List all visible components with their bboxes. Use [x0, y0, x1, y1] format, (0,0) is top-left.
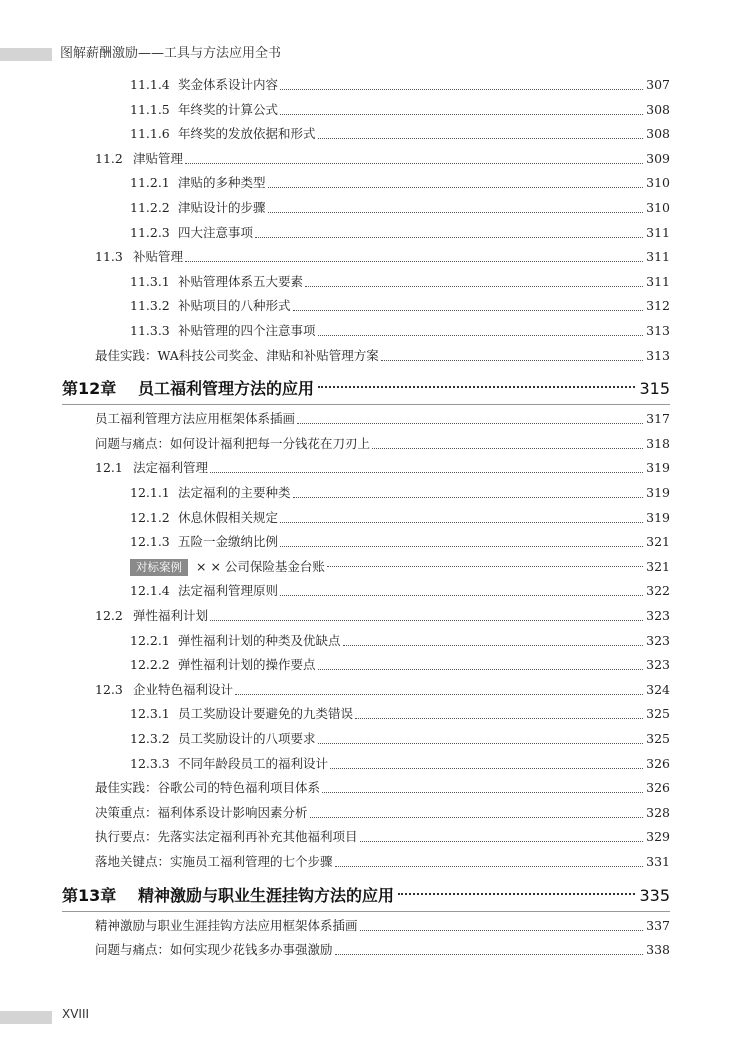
toc-entry[interactable] — [130, 322, 670, 340]
entry-title: 落地关键点：实施员工福利管理的七个步骤 — [95, 854, 333, 869]
entry-title: 四大注意事项 — [178, 224, 254, 240]
entry-page: 313 — [646, 323, 670, 338]
toc-entry[interactable] — [95, 779, 670, 797]
dot-leader — [360, 840, 644, 842]
toc-entry[interactable] — [95, 410, 670, 428]
entry-page: 326 — [646, 780, 670, 796]
entry-number: 11.2.1 — [130, 175, 170, 191]
entry-page: 321 — [646, 534, 670, 550]
toc-entry[interactable] — [130, 199, 670, 217]
entry-page: 338 — [646, 942, 670, 958]
entry-page: 322 — [646, 583, 670, 599]
toc-entry[interactable] — [95, 828, 670, 846]
toc-entry[interactable] — [95, 150, 670, 168]
entry-title: 年终奖的发放依据和形式 — [178, 126, 316, 142]
toc-entry[interactable] — [130, 755, 670, 773]
entry-number: 11.3.2 — [130, 298, 170, 314]
entry-page: 318 — [646, 435, 670, 451]
dot-leader — [335, 865, 644, 867]
entry-title: 最佳实践：WA科技公司奖金、津贴和补贴管理方案 — [95, 347, 379, 363]
entry-page: 329 — [646, 829, 670, 845]
entry-title: 法定福利的主要种类 — [178, 485, 291, 500]
toc-entry[interactable] — [95, 435, 670, 453]
entry-title: 问题与痛点：如何设计福利把每一分钱花在刀刃上 — [95, 435, 371, 451]
entry-title: 补贴管理 — [133, 249, 184, 265]
case-entry[interactable] — [130, 558, 670, 576]
toc-entry[interactable] — [130, 297, 670, 315]
entry-number: 12.3.3 — [130, 755, 170, 771]
entry-page: 312 — [646, 298, 670, 314]
entry-page: 311 — [646, 249, 670, 265]
toc-entry[interactable] — [95, 853, 670, 871]
chapter-heading[interactable] — [62, 884, 670, 908]
entry-title: 补贴管理的四个注意事项 — [178, 323, 316, 338]
entry-number: 12.2 — [95, 608, 123, 623]
toc-entry[interactable] — [95, 347, 670, 365]
dot-leader — [280, 545, 643, 547]
toc-entry[interactable] — [95, 607, 670, 625]
entry-title: 弹性福利计划的操作要点 — [178, 657, 316, 673]
entry-page: 319 — [646, 460, 670, 476]
dot-leader — [280, 521, 643, 523]
dot-leader — [210, 471, 643, 473]
entry-page: 324 — [646, 681, 670, 697]
dot-leader — [280, 594, 643, 596]
entry-number: 11.3 — [95, 249, 123, 265]
running-header-title: 图解薪酬激励——工具与方法应用全书 — [60, 46, 282, 61]
entry-title: 精神激励与职业生涯挂钩方法应用框架体系插画 — [95, 917, 358, 933]
entry-page: 317 — [646, 411, 670, 427]
dot-leader — [255, 236, 643, 238]
entry-page: 323 — [646, 657, 670, 673]
entry-page: 309 — [646, 150, 670, 166]
toc-entry[interactable] — [95, 917, 670, 935]
toc-entry[interactable] — [130, 125, 670, 143]
dot-leader — [305, 285, 643, 287]
entry-title: 员工福利管理方法应用框架体系插画 — [95, 411, 296, 427]
entry-page: 310 — [646, 200, 670, 215]
entry-page: 321 — [646, 558, 670, 574]
entry-number: 12.1.3 — [130, 534, 170, 550]
dot-leader — [235, 693, 643, 695]
entry-page: 313 — [646, 347, 670, 363]
dot-leader — [268, 186, 644, 188]
entry-number: 11.2 — [95, 150, 123, 166]
toc-entry[interactable] — [130, 582, 670, 600]
entry-number: 11.3.1 — [130, 273, 170, 289]
toc-entry[interactable] — [95, 248, 670, 266]
entry-number: 12.1 — [95, 460, 123, 476]
toc-entry[interactable] — [130, 533, 670, 551]
entry-number: 11.1.5 — [130, 101, 170, 117]
toc-entry[interactable] — [130, 632, 670, 650]
entry-page: 311 — [646, 224, 670, 240]
dot-leader — [327, 565, 643, 567]
toc-entry[interactable] — [95, 804, 670, 822]
entry-title: 最佳实践：谷歌公司的特色福利项目体系 — [95, 780, 321, 796]
entry-page: 308 — [646, 126, 670, 142]
entry-number: 12.1.2 — [130, 509, 170, 525]
chapter-number: 第12章 — [62, 379, 117, 399]
entry-number: 12.2.1 — [130, 632, 170, 648]
entry-title: 弹性福利计划 — [133, 608, 209, 623]
dot-leader — [310, 816, 644, 818]
page-number: XVIII — [62, 1007, 90, 1021]
entry-title: 奖金体系设计内容 — [178, 77, 279, 92]
dot-leader — [318, 334, 644, 336]
entry-page: 307 — [646, 77, 670, 92]
dot-leader — [372, 447, 643, 449]
chapter-title: 精神激励与职业生涯挂钩方法的应用 — [138, 885, 395, 905]
entry-number: 12.2.2 — [130, 657, 170, 673]
entry-title: 员工奖励设计要避免的九类错误 — [178, 706, 354, 722]
chapter-heading[interactable] — [62, 377, 670, 401]
chapter-rule — [62, 911, 670, 912]
dot-leader — [268, 211, 644, 213]
entry-page: 310 — [646, 175, 670, 191]
header-decoration-bar — [0, 48, 52, 61]
entry-number: 12.3 — [95, 681, 123, 697]
dot-leader — [343, 644, 644, 646]
dot-leader — [280, 113, 643, 115]
entry-number: 11.2.2 — [130, 200, 170, 215]
toc-entry[interactable] — [95, 459, 670, 477]
entry-title: 补贴管理体系五大要素 — [178, 273, 304, 289]
entry-title: 津贴设计的步骤 — [178, 200, 266, 215]
entry-page: 325 — [646, 731, 670, 746]
entry-number: 12.3.2 — [130, 731, 170, 746]
chapter-page: 315 — [639, 379, 670, 399]
toc-entry[interactable] — [130, 705, 670, 723]
entry-title: 法定福利管理原则 — [178, 583, 279, 599]
entry-number: 11.1.4 — [130, 77, 170, 92]
entry-title: 弹性福利计划的种类及优缺点 — [178, 632, 341, 648]
entry-page: 328 — [646, 804, 670, 820]
dot-leader — [322, 791, 643, 793]
dot-leader — [330, 767, 643, 769]
chapter-number: 第13章 — [62, 885, 117, 905]
entry-number: 11.3.3 — [130, 323, 170, 338]
entry-page: 331 — [646, 854, 670, 869]
entry-title: 津贴的多种类型 — [178, 175, 266, 191]
dot-leader — [185, 162, 643, 164]
dot-leader — [398, 892, 635, 895]
dot-leader — [360, 929, 644, 931]
toc-entry[interactable] — [130, 730, 670, 748]
toc-entry[interactable] — [130, 656, 670, 674]
entry-title: 不同年龄段员工的福利设计 — [178, 755, 329, 771]
toc-entry[interactable] — [130, 224, 670, 242]
toc-entry[interactable] — [130, 174, 670, 192]
entry-title: 问题与痛点：如何实现少花钱多办事强激励 — [95, 942, 333, 958]
entry-page: 325 — [646, 706, 670, 722]
dot-leader — [210, 619, 643, 621]
entry-number: 11.1.6 — [130, 126, 170, 142]
entry-number: 12.1.1 — [130, 485, 170, 500]
toc-entry[interactable] — [130, 273, 670, 291]
dot-leader — [280, 88, 643, 90]
entry-number: 12.1.4 — [130, 583, 170, 599]
entry-title: × × 公司保险基金台账 — [196, 558, 325, 574]
dot-leader — [318, 668, 644, 670]
entry-page: 326 — [646, 755, 670, 771]
chapter-title: 员工福利管理方法的应用 — [138, 379, 315, 399]
entry-title: 执行要点：先落实法定福利再补充其他福利项目 — [95, 829, 358, 845]
entry-page: 323 — [646, 608, 670, 623]
footer-decoration-bar — [0, 1011, 52, 1024]
dot-leader — [185, 260, 643, 262]
toc-entry[interactable] — [130, 509, 670, 527]
entry-title: 企业特色福利设计 — [133, 681, 234, 697]
dot-leader — [335, 953, 644, 955]
entry-title: 员工奖励设计的八项要求 — [178, 731, 316, 746]
dot-leader — [297, 422, 643, 424]
toc-entry[interactable] — [130, 76, 670, 94]
dot-leader — [293, 496, 644, 498]
entry-title: 休息休假相关规定 — [178, 509, 279, 525]
chapter-rule — [62, 404, 670, 405]
entry-title: 五险一金缴纳比例 — [178, 534, 279, 550]
entry-page: 311 — [646, 273, 670, 289]
dot-leader — [381, 359, 643, 361]
entry-page: 319 — [646, 509, 670, 525]
dot-leader — [318, 742, 644, 744]
entry-page: 308 — [646, 101, 670, 117]
dot-leader — [355, 717, 643, 719]
toc-entry[interactable] — [130, 101, 670, 119]
entry-page: 323 — [646, 632, 670, 648]
entry-title: 津贴管理 — [133, 150, 184, 166]
entry-title: 补贴项目的八种形式 — [178, 298, 291, 314]
dot-leader — [318, 137, 644, 139]
dot-leader — [318, 385, 635, 388]
entry-title: 决策重点：福利体系设计影响因素分析 — [95, 804, 308, 820]
case-tag-badge: 对标案例 — [130, 559, 188, 576]
toc-entry[interactable] — [130, 484, 670, 502]
chapter-page: 335 — [639, 885, 670, 905]
entry-number: 11.2.3 — [130, 224, 170, 240]
entry-title: 法定福利管理 — [133, 460, 209, 476]
toc-entry[interactable] — [95, 681, 670, 699]
entry-page: 319 — [646, 485, 670, 500]
entry-title: 年终奖的计算公式 — [178, 101, 279, 117]
entry-number: 12.3.1 — [130, 706, 170, 722]
entry-page: 337 — [646, 917, 670, 933]
dot-leader — [293, 309, 644, 311]
toc-entry[interactable] — [95, 941, 670, 959]
